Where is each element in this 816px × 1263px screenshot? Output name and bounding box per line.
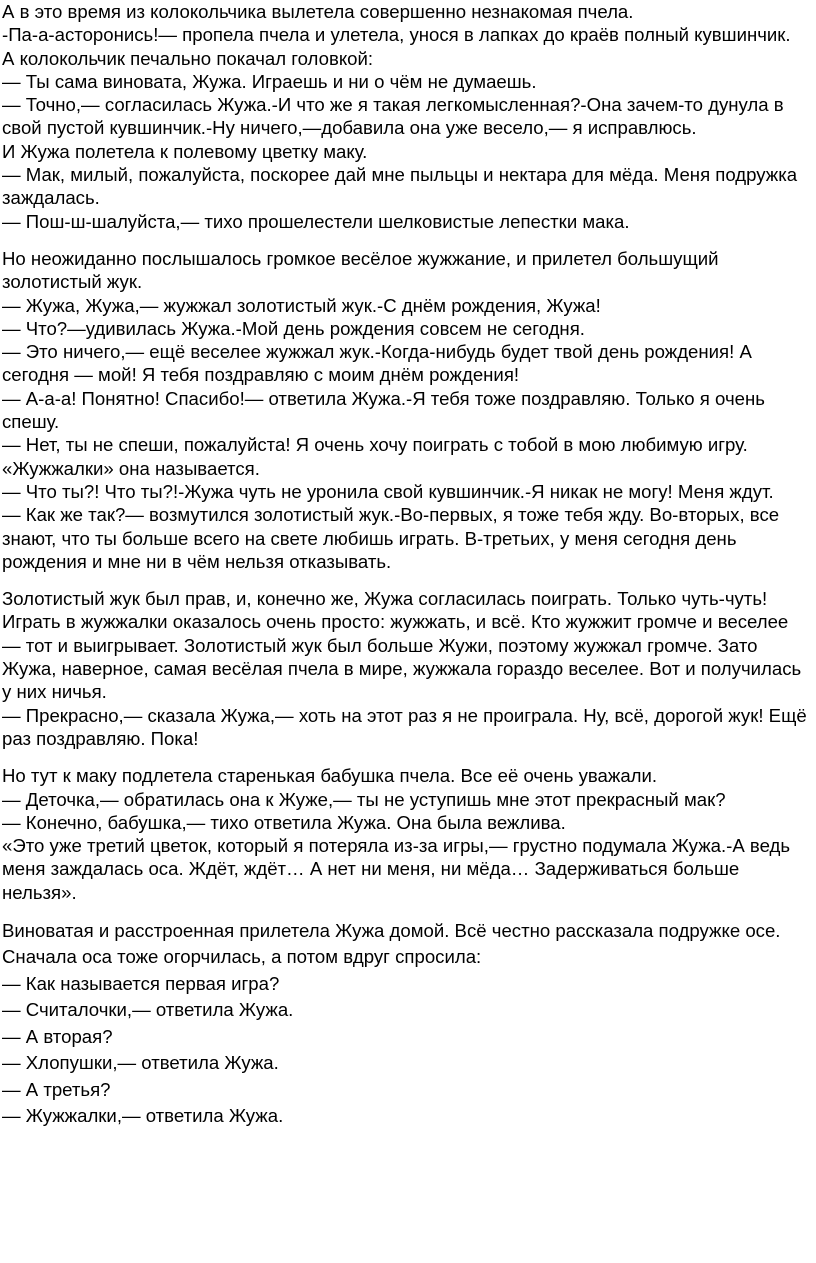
text-line: — Деточка,— обратилась она к Жуже,— ты не уступишь мне этот прекрасный мак?: [2, 788, 726, 810]
text-line: — Пош-ш-шалуйста,— тихо прошелестели шелковистые лепестки мака.: [2, 210, 630, 232]
text-line: — Точно,— согласилась Жужа.-И что же я такая легкомысленная?-Она зачем-то дунула в свой пустой кувшинчик.-Ну ничего,—добавила она уже весело,— я исправлюсь.: [2, 94, 784, 139]
text-line: — Что ты?! Что ты?!-Жужа чуть не уронила свой кувшинчик.-Я никак не могу! Меня ждут.: [2, 480, 774, 502]
text-line: Но тут к маку подлетела старенькая бабушка пчела. Все её очень уважали.: [2, 765, 658, 787]
text-line: Но неожиданно послышалось громкое весёлое жужжание, и прилетел большущий золотистый жук.: [2, 247, 719, 293]
text-line: — Что?—удивилась Жужа.-Мой день рождения совсем не сегодня.: [2, 317, 585, 339]
text-line: Виноватая и расстроенная прилетела Жужа домой. Всё честно рассказала подружке осе. Сначала оса тоже огорчилась, а потом вдруг спросила:: [2, 919, 781, 968]
text-line: — А третья?: [2, 1078, 111, 1100]
text-line: — Нет, ты не спеши, пожалуйста! Я очень хочу поиграть с тобой в мою любимую игру. «Жужжалки» она называется.: [2, 434, 748, 479]
paragraph-4: [2, 764, 808, 904]
paragraph-1: [2, 0, 808, 233]
text-line: — Как называется первая игра?: [2, 972, 280, 994]
paragraph-3: [2, 587, 808, 750]
text-line: — Ты сама виновата, Жужа. Играешь и ни о чём не думаешь.: [2, 70, 537, 92]
text-line: — Прекрасно,— сказала Жужа,— хоть на этот раз я не проиграла. Ну, всё, дорогой жук! Ещё раз поздравляю. Пока!: [2, 704, 807, 749]
text-line: — Как же так?— возмутился золотистый жук.-Во-первых, я тоже тебя жду. Во-вторых, все знают, что ты больше всего на свете любишь играть. В-третьих, у меня сегодня день рождения и мне ни в чём нельзя отказывать.: [2, 504, 780, 572]
text-line: — Мак, милый, пожалуйста, поскорее дай мне пыльцы и нектара для мёда. Меня подружка заждалась.: [2, 164, 798, 209]
text-line: — А вторая?: [2, 1025, 113, 1047]
text-line: — Хлопушки,— ответила Жужа.: [2, 1052, 279, 1074]
text-line: А в это время из колокольчика вылетела совершенно незнакомая пчела.: [2, 1, 634, 22]
text-line: И Жужа полетела к полевому цветку маку.: [2, 140, 368, 162]
text-line: — А-а-а! Понятно! Спасибо!— ответила Жужа.-Я тебя тоже поздравляю. Только я очень спешу.: [2, 387, 765, 433]
paragraph-5: [2, 918, 808, 1130]
text-line: — Жужа, Жужа,— жужжал золотистый жук.-С днём рождения, Жужа!: [2, 294, 601, 316]
text-line: «Это уже третий цветок, который я потеряла из-за игры,— грустно подумала Жужа.-А ведь меня заждалась оса. Ждёт, ждёт… А нет ни меня, ни мёда… Задерживаться больше нельзя».: [2, 835, 791, 903]
text-line: — Жужжалки,— ответила Жужа.: [2, 1105, 284, 1127]
text-line: — Считалочки,— ответила Жужа.: [2, 999, 294, 1021]
text-line: -Па-а-асторонись!— пропела пчела и улетела, унося в лапках до краёв полный кувшинчик.: [2, 24, 791, 46]
text-line: — Это ничего,— ещё веселее жужжал жук.-Когда-нибудь будет твой день рождения! А сегодня — мой! Я тебя поздравляю с моим днём рождения!: [2, 341, 752, 386]
paragraph-2: [2, 247, 808, 573]
text-line: Золотистый жук был прав, и, конечно же, Жужа согласилась поиграть. Только чуть-чуть! Играть в жужжалки оказалось очень просто: жужжать, и всё. Кто жужжит громче и веселее — тот и выигрывает. Золотистый жук был больше Жужи, поэтому жужжал громче. Зато Жужа, наверное, самая весёлая пчела в мире, жужжала гораздо веселее. Вот и получилась у них ничья.: [2, 588, 802, 703]
text-line: — Конечно, бабушка,— тихо ответила Жужа. Она была вежлива.: [2, 811, 566, 833]
text-line: А колокольчик печально покачал головкой:: [2, 47, 374, 69]
